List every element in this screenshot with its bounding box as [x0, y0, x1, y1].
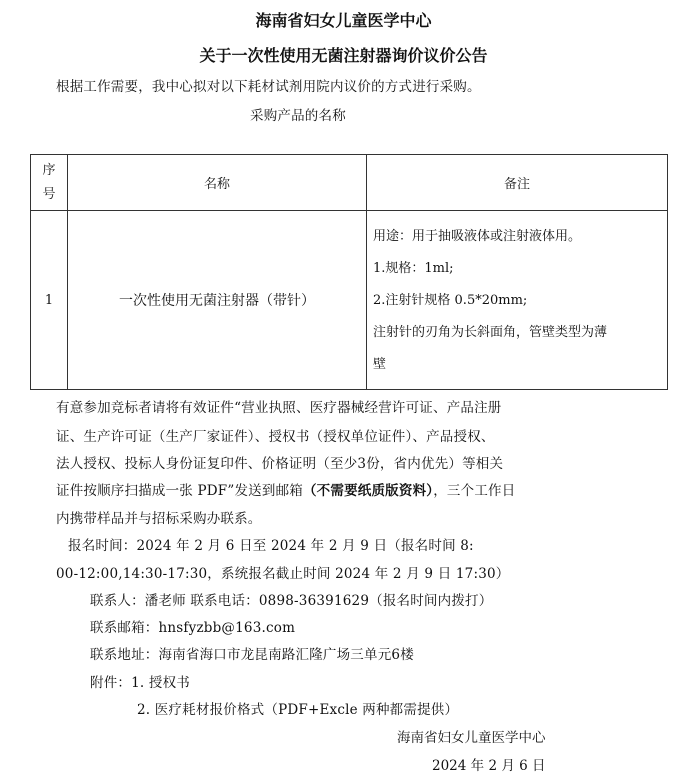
registration-line-2: 00-12:00,14:30-17:30，系统报名截止时间 2024 年 2 月 9 日 17:30） — [56, 566, 510, 582]
signature-date: 2024 年 2 月 6 日 — [432, 758, 546, 774]
requirements-line-1: 有意参加竞标者请将有效证件“营业执照、医疗器械经营许可证、产品注册 — [56, 400, 502, 416]
row-product-name: 一次性使用无菌注射器（带针） — [68, 211, 367, 390]
remark-needle-spec: 2.注射针规格 0.5*20mm; — [373, 293, 528, 308]
contact-address: 联系地址：海南省海口市龙昆南路汇隆广场三单元6楼 — [90, 647, 414, 663]
header-serial: 序 号 — [31, 155, 68, 211]
org-title: 海南省妇女儿童医学中心 — [255, 11, 432, 30]
products-subhead: 采购产品的名称 — [250, 108, 346, 124]
attachment-1: 附件：1. 授权书 — [90, 675, 190, 691]
header-remark: 备注 — [367, 155, 668, 211]
product-table — [30, 154, 668, 390]
requirements-line-5: 内携带样品并与招标采购办联系。 — [56, 511, 262, 527]
table-header-row — [31, 155, 668, 211]
registration-line-1: 报名时间：2024 年 2 月 6 日至 2024 年 2 月 9 日（报名时间 8: — [68, 538, 474, 554]
contact-email: 联系邮箱：hnsfyzbb@163.com — [90, 620, 296, 636]
table-row — [31, 211, 668, 390]
requirements-line-4: 证件按顺序扫描成一张 PDF”发送到邮箱（不需要纸质版资料），三个工作日 — [56, 483, 516, 499]
intro-line: 根据工作需要，我中心拟对以下耗材试剂用院内议价的方式进行采购。 — [56, 79, 481, 95]
no-paper-note: （不需要纸质版资料） — [302, 483, 434, 499]
remark-bevel: 注射针的刃角为长斜面角，管壁类型为薄 — [373, 325, 608, 340]
contact-person: 联系人：潘老师 联系电话：0898-36391629（报名时间内拨打） — [90, 593, 493, 609]
remark-wall: 壁 — [373, 357, 387, 372]
notice-title: 关于一次性使用无菌注射器询价议价公告 — [199, 46, 488, 65]
attachment-2: 2. 医疗耗材报价格式（PDF+Excle 两种都需提供） — [137, 702, 459, 718]
row-remarks — [367, 211, 668, 390]
signature-org: 海南省妇女儿童医学中心 — [397, 730, 546, 746]
row-serial: 1 — [31, 211, 68, 390]
requirements-line-3: 法人授权、投标人身份证复印件、价格证明（至少3份，省内优先）等相关 — [56, 456, 504, 472]
header-name: 名称 — [68, 155, 367, 211]
remark-spec: 1.规格：1ml; — [373, 261, 454, 276]
requirements-line-2: 证、生产许可证（生产厂家证件）、授权书（授权单位证件）、产品授权、 — [56, 429, 495, 445]
remark-usage: 用途：用于抽吸液体或注射液体用。 — [373, 229, 582, 244]
